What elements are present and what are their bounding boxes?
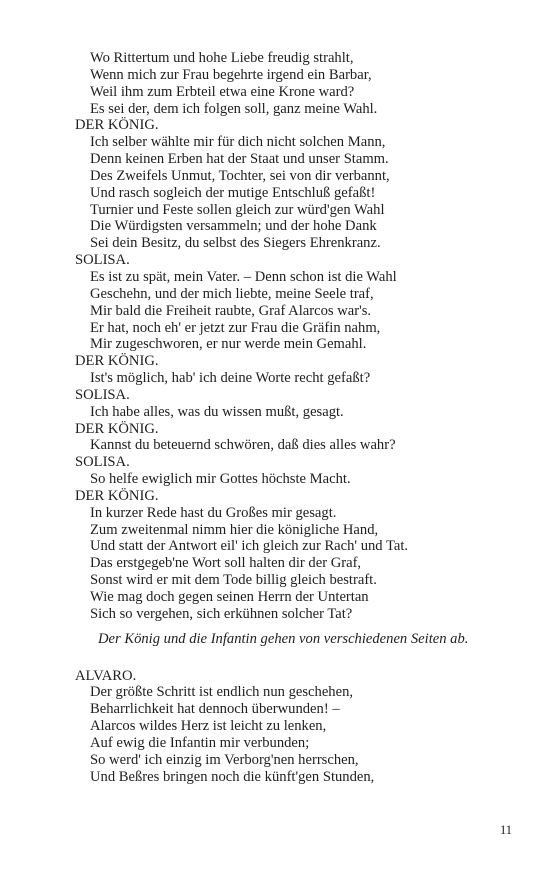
verse-line: Alarcos wildes Herz ist leicht zu lenken, bbox=[90, 718, 327, 735]
verse-line: Turnier und Feste sollen gleich zur würd'gen Wahl bbox=[90, 201, 385, 218]
verse-line: Sich so vergehen, sich erkühnen solcher Tat? bbox=[90, 605, 353, 622]
speaker-name: DER KÖNIG. bbox=[75, 117, 159, 134]
speaker-name: SOLISA. bbox=[75, 252, 130, 269]
verse-line: Denn keinen Erben hat der Staat und unser Stamm. bbox=[90, 151, 389, 168]
verse-line: Ist's möglich, hab' ich deine Worte recht gefaßt? bbox=[90, 370, 371, 387]
verse-line: Und rasch sogleich der mutige Entschluß gefaßt! bbox=[90, 184, 376, 201]
verse-line: Es ist zu spät, mein Vater. – Denn schon ist die Wahl bbox=[90, 268, 397, 285]
verse-line: Sonst wird er mit dem Tode billig gleich bestraft. bbox=[90, 572, 377, 589]
verse-line: Und statt der Antwort eil' ich gleich zur Rach' und Tat. bbox=[90, 538, 409, 555]
verse-line: Wie mag doch gegen seinen Herrn der Untertan bbox=[90, 589, 369, 605]
verse-line: Sei dein Besitz, du selbst des Siegers Ehrenkranz. bbox=[90, 235, 381, 252]
stage-direction: Der König und die Infantin gehen von verschiedenen Seiten ab. bbox=[98, 630, 469, 647]
page-number: 11 bbox=[499, 823, 512, 837]
verse-line: Mir zugeschworen, er nur werde mein Gemahl. bbox=[90, 336, 367, 353]
verse-line: Wenn mich zur Frau begehrte irgend ein Barbar, bbox=[90, 66, 372, 83]
verse-line: Ich habe alles, was du wissen mußt, gesagt. bbox=[90, 403, 344, 420]
speaker-name: ALVARO. bbox=[75, 667, 137, 684]
verse-line: Das erstgegeb'ne Wort soll halten dir der Graf, bbox=[90, 555, 362, 572]
speaker-name: DER KÖNIG. bbox=[75, 487, 159, 504]
speaker-name: DER KÖNIG. bbox=[75, 353, 159, 370]
verse-line: Wo Rittertum und hohe Liebe freudig strahlt, bbox=[90, 50, 354, 66]
verse-line: Er hat, noch eh' er jetzt zur Frau die Gräfin nahm, bbox=[90, 319, 381, 336]
verse-line: Die Würdigsten versammeln; und der hohe Dank bbox=[90, 218, 377, 235]
verse-line: Auf ewig die Infantin mir verbunden; bbox=[90, 734, 310, 751]
speaker-name: DER KÖNIG. bbox=[75, 420, 159, 437]
verse-line: Ich selber wählte mir für dich nicht solchen Mann, bbox=[90, 134, 386, 151]
verse-line: Kannst du beteuernd schwören, daß dies alles wahr? bbox=[90, 437, 396, 454]
speaker-name: SOLISA. bbox=[75, 454, 130, 471]
verse-line: So helfe ewiglich mir Gottes höchste Macht. bbox=[90, 471, 351, 488]
verse-line: Zum zweitenmal nimm hier die königliche Hand, bbox=[90, 521, 379, 538]
verse-line: Beharrlichkeit hat dennoch überwunden! – bbox=[90, 701, 340, 718]
verse-line: Des Zweifels Unmut, Tochter, sei von dir verbannt, bbox=[90, 167, 390, 184]
verse-line: Weil ihm zum Erbteil etwa eine Krone ward? bbox=[90, 83, 355, 100]
verse-line: So werd' ich einzig im Verborg'nen herrschen, bbox=[90, 751, 359, 768]
play-text bbox=[75, 50, 515, 785]
verse-line: Geschehn, und der mich liebte, meine Seele traf, bbox=[90, 285, 374, 302]
verse-line: Und Beßres bringen noch die künft'gen Stunden, bbox=[90, 768, 375, 785]
verse-line: Es sei der, dem ich folgen soll, ganz meine Wahl. bbox=[90, 100, 378, 117]
verse-line: Mir bald die Freiheit raubte, Graf Alarcos war's. bbox=[90, 302, 372, 319]
verse-line: Der größte Schritt ist endlich nun geschehen, bbox=[90, 684, 354, 701]
verse-line: In kurzer Rede hast du Großes mir gesagt. bbox=[90, 504, 337, 521]
speaker-name: SOLISA. bbox=[75, 386, 130, 403]
